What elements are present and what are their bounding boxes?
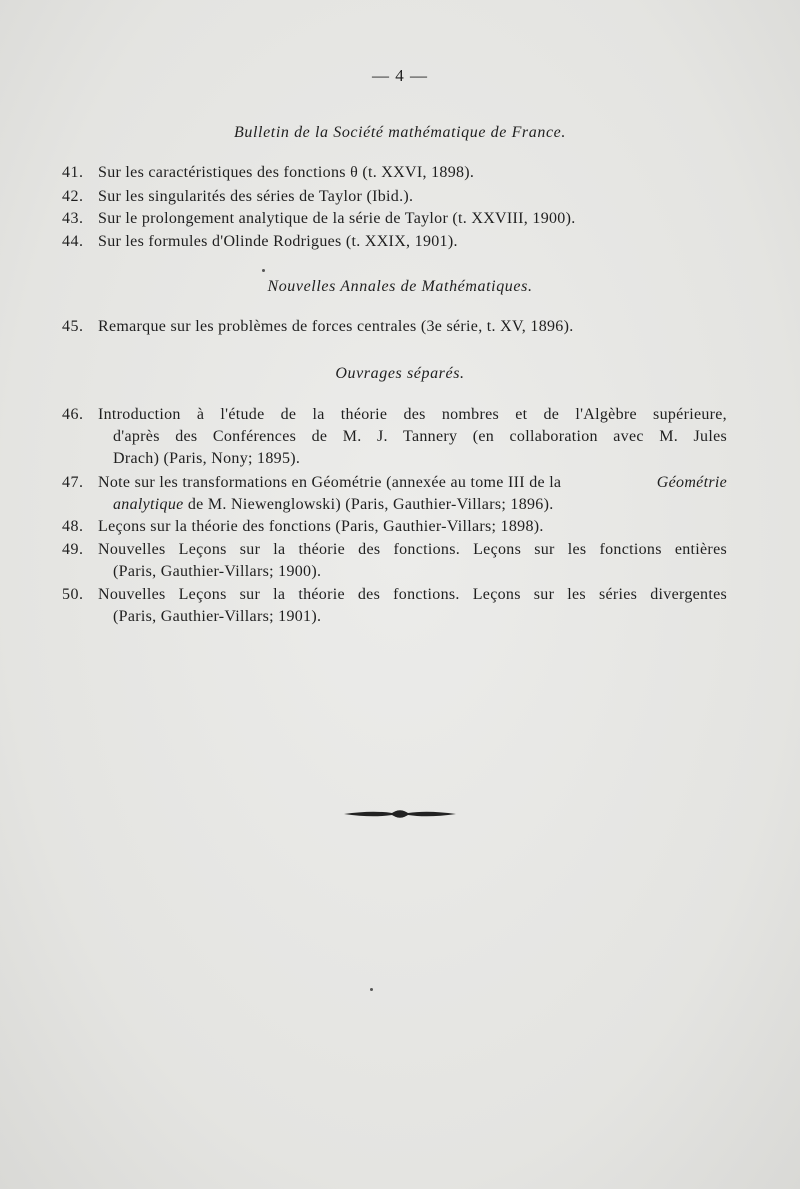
entry-46	[62, 404, 727, 470]
paper-speck	[370, 988, 373, 991]
entry-first-line	[62, 472, 727, 494]
entry-number: 42.	[62, 188, 84, 205]
entry-number: 46.	[62, 406, 84, 423]
entry-48	[62, 516, 727, 538]
entry-number: 49.	[62, 541, 84, 558]
entry-number: 43.	[62, 210, 84, 227]
entry-text-line2: (Paris, Gauthier-Villars; 1900).	[113, 563, 322, 580]
entry-text-line2-italic: analytique	[113, 496, 184, 513]
entry-number: 44.	[62, 233, 84, 250]
entry-text-line1: Introduction à l'étude de la théorie des nombres et de l'Algèbre supérieure,	[98, 406, 727, 423]
entry-number: 50.	[62, 586, 84, 603]
entry-number: 41.	[62, 164, 84, 181]
page-number: — 4 —	[372, 66, 428, 85]
entry-text: Sur les caractéristiques des fonctions θ (t. XXVI, 1898).	[98, 164, 475, 181]
entry-41	[62, 162, 727, 184]
entry-43	[62, 208, 727, 230]
entry-text-line1: Note sur les transformations en Géométrie (annexée au tome III de la	[98, 474, 562, 491]
entry-text: Sur le prolongement analytique de la série de Taylor (t. XXVIII, 1900).	[98, 210, 576, 227]
entry-text: Sur les singularités des séries de Taylor (Ibid.).	[98, 188, 414, 205]
entry-49	[62, 539, 727, 583]
entry-text-line3: Drach) (Paris, Nony; 1895).	[113, 450, 301, 467]
entry-text-line2: (Paris, Gauthier-Villars; 1901).	[113, 608, 322, 625]
entry-first-line	[62, 404, 727, 426]
entry-text-line1: Nouvelles Leçons sur la théorie des fonctions. Leçons sur les séries divergentes	[98, 586, 727, 603]
entry-text-line2: de M. Niewenglowski) (Paris, Gauthier-Villars; 1896).	[187, 496, 554, 513]
entry-45	[62, 316, 727, 338]
entry-44	[62, 231, 727, 253]
entry-number: 47.	[62, 474, 84, 491]
entry-number: 45.	[62, 318, 84, 335]
section-title-ouvrages-separes: Ouvrages séparés.	[335, 365, 465, 382]
entry-50	[62, 584, 727, 628]
section-title-nouvelles-annales: Nouvelles Annales de Mathématiques.	[267, 278, 533, 295]
entry-text: Leçons sur la théorie des fonctions (Paris, Gauthier-Villars; 1898).	[98, 518, 544, 535]
entry-first-line	[62, 584, 727, 606]
entry-text-line1: Nouvelles Leçons sur la théorie des fonctions. Leçons sur les fonctions entières	[98, 541, 727, 558]
section-title-bulletin: Bulletin de la Société mathématique de France.	[234, 124, 566, 141]
entry-text: Remarque sur les problèmes de forces centrales (3e série, t. XV, 1896).	[98, 318, 574, 335]
entry-47	[62, 472, 727, 516]
entry-text-line2: d'après des Conférences de M. J. Tannery (en collaboration avec M. Jules	[113, 428, 727, 445]
entry-first-line	[62, 539, 727, 561]
entry-number: 48.	[62, 518, 84, 535]
ornament-divider	[342, 804, 458, 824]
entry-text-line1-italic: Géométrie	[656, 474, 727, 491]
entry-42	[62, 186, 727, 208]
paper-speck	[262, 269, 265, 272]
entry-text: Sur les formules d'Olinde Rodrigues (t. XXIX, 1901).	[98, 233, 458, 250]
